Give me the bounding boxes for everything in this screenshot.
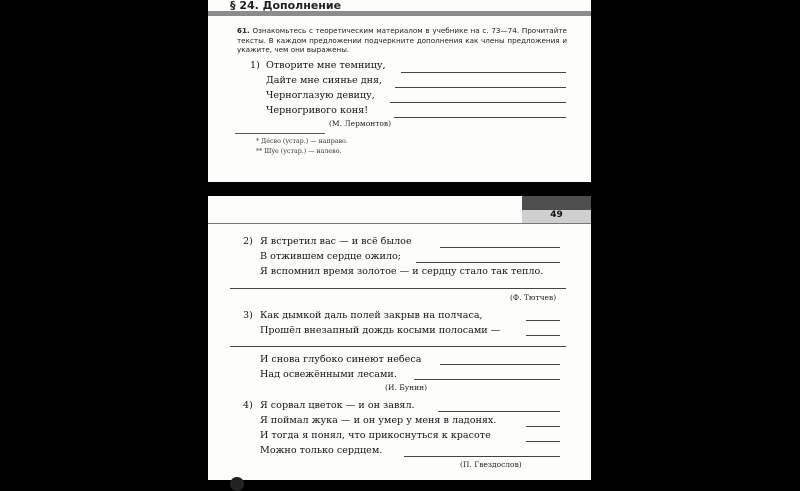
poem-line: Я вспомнил время золотое — и сердцу стало так тепло. (260, 266, 544, 277)
answer-blank[interactable] (440, 247, 560, 248)
poem-line: Дайте мне сиянье дня, (266, 75, 383, 86)
workbook-page-top (208, 0, 591, 182)
poem4-number: 4) (243, 400, 253, 411)
page-number-tab (522, 196, 591, 224)
answer-blank[interactable] (401, 72, 566, 73)
poem-line: Как дымкой даль полей закрыв на полчаса, (260, 310, 483, 321)
page-number: 49 (550, 210, 563, 220)
answer-blank[interactable] (230, 288, 566, 289)
poem-line: Отворите мне темницу, (266, 60, 386, 71)
poem-line: И тогда я понял, что прикоснуться к красоте (260, 430, 491, 441)
answer-blank[interactable] (404, 456, 560, 457)
poem-line: Прошёл внезапный дождь косыми полосами — (260, 325, 501, 336)
poem1-author: (М. Лермонтов) (329, 119, 392, 128)
footnote: ** Шýе (устар.) — налево. (256, 148, 342, 155)
poem-line: В отжившем сердце ожило; (260, 251, 402, 262)
poem2-number: 2) (243, 236, 253, 247)
exercise-instruction-text: Ознакомьтесь с теоретическим материалом в учебнике на с. 73—74. Прочитайте тексты. В каждом предложении подчеркните дополнения как члены предложения и укажите, чем они выражены. (237, 26, 567, 54)
answer-blank[interactable] (230, 346, 566, 347)
workbook-page-bottom (208, 196, 591, 480)
poem-line: И снова глубоко синеют небеса (260, 354, 422, 365)
poem-line: Я встретил вас — и всё былое (260, 236, 412, 247)
poem2-author: (Ф. Тютчев) (510, 293, 557, 302)
poem-line: Черноглазую девицу, (266, 90, 375, 101)
poem1-number: 1) (250, 60, 260, 71)
section-header (208, 0, 591, 16)
footnote-divider (235, 133, 325, 134)
answer-blank[interactable] (416, 262, 560, 263)
answer-blank[interactable] (390, 102, 566, 103)
answer-blank[interactable] (440, 364, 560, 365)
answer-blank[interactable] (414, 379, 560, 380)
answer-blank[interactable] (526, 320, 560, 321)
answer-blank[interactable] (438, 411, 560, 412)
poem-line: Можно только сердцем. (260, 445, 383, 456)
page-corner-mark (230, 477, 244, 491)
poem-line: Я сорвал цветок — и он завял. (260, 400, 415, 411)
poem3-number: 3) (243, 310, 253, 321)
poem-line: Над освежёнными лесами. (260, 369, 397, 380)
footnote: * Дéсво (устар.) — направо. (256, 138, 348, 145)
header-divider (208, 223, 591, 224)
answer-blank[interactable] (526, 335, 560, 336)
poem-line: Черногривого коня! (266, 105, 369, 116)
exercise-number: 61. (237, 26, 250, 35)
poem4-author: (П. Гвездослов) (460, 460, 522, 469)
answer-blank[interactable] (394, 117, 566, 118)
answer-blank[interactable] (395, 87, 566, 88)
poem3-author: (И. Бунин) (385, 383, 428, 392)
answer-blank[interactable] (526, 441, 560, 442)
exercise-instruction (237, 26, 567, 55)
answer-blank[interactable] (526, 426, 560, 427)
poem-line: Я поймал жука — и он умер у меня в ладонях. (260, 415, 497, 426)
section-title: § 24. Дополнение (230, 0, 342, 12)
